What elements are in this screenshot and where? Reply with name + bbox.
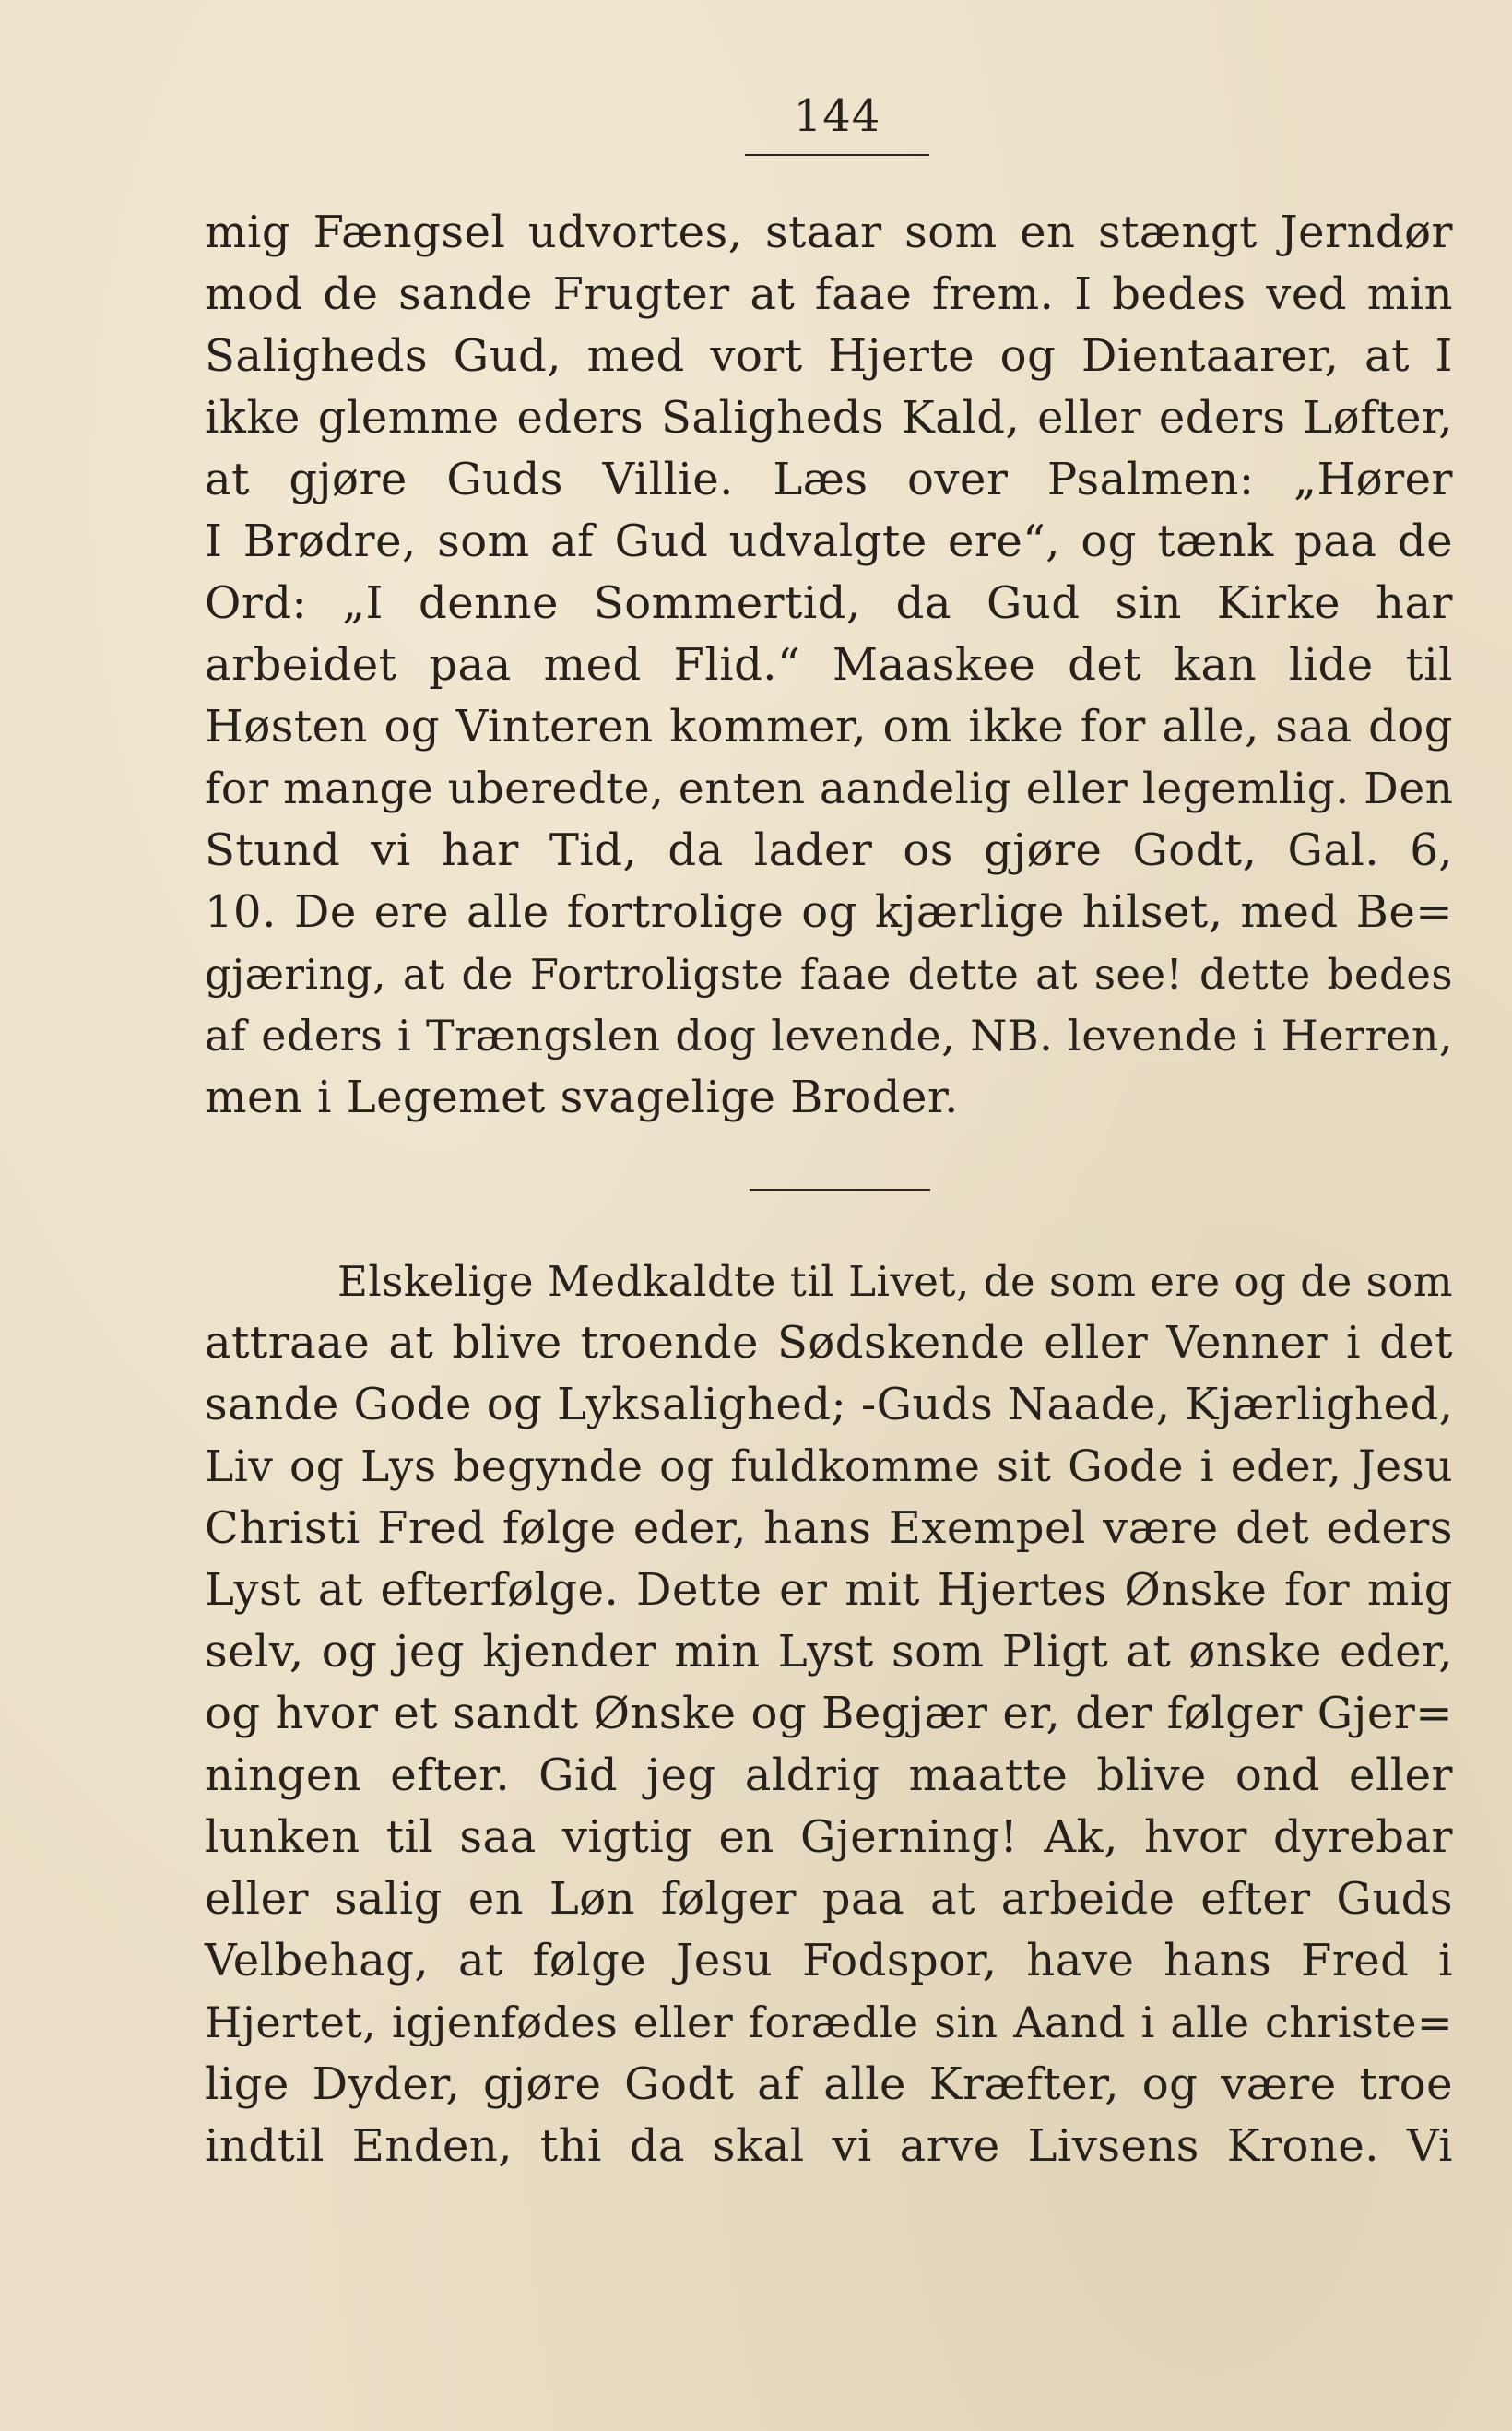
text-line: attraae at blive troende Sødskende eller Venner i det (205, 1317, 1453, 1369)
text-line: mod de sande Frugter at faae frem. I bedes ved min (205, 268, 1453, 320)
text-line: Stund vi har Tid, da lader os gjøre Godt, Gal. 6, (205, 824, 1453, 876)
text-line: men i Legemet svagelige Broder. (205, 1072, 959, 1123)
text-line: arbeidet paa med Flid.“ Maaskee det kan lide til (205, 639, 1453, 691)
section-divider (750, 1189, 930, 1191)
text-line: mig Fængsel udvortes, staar som en stængt Jerndør (205, 207, 1453, 258)
text-line: og hvor et sandt Ønske og Begjær er, der følger Gjer= (205, 1688, 1453, 1739)
text-line: lige Dyder, gjøre Godt af alle Kræfter, og være troe (205, 2058, 1453, 2110)
text-line: af eders i Trængslen dog levende, NB. levende i Herren, (205, 1011, 1453, 1061)
text-line: Saligheds Gud, med vort Hjerte og Dientaarer, at I (205, 330, 1453, 382)
text-line: I Brødre, som af Gud udvalgte ere“, og tænk paa de (205, 516, 1453, 567)
text-line: ningen efter. Gid jeg aldrig maatte blive ond eller (205, 1749, 1453, 1801)
text-line: Velbehag, at følge Jesu Fodspor, have hans Fred i (205, 1935, 1453, 1986)
text-line: 10. De ere alle fortrolige og kjærlige hilset, med Be= (205, 886, 1453, 938)
text-line: at gjøre Guds Villie. Læs over Psalmen: „Hører (205, 454, 1453, 505)
text-line: ikke glemme eders Saligheds Kald, eller eders Løfter, (205, 392, 1453, 444)
text-line: Ord: „I denne Sommertid, da Gud sin Kirke har (205, 577, 1453, 629)
text-line: for mange uberedte, enten aandelig eller legemlig. Den (205, 764, 1454, 814)
text-line: gjæring, at de Fortroligste faae dette at see! dette bedes (205, 950, 1453, 999)
text-line: Liv og Lys begynde og fuldkomme sit Gode i eder, Jesu (205, 1441, 1453, 1492)
text-line: Christi Fred følge eder, hans Exempel være det eders (205, 1502, 1453, 1554)
text-line: eller salig en Løn følger paa at arbeide efter Guds (205, 1873, 1453, 1925)
paragraph-new-letter (205, 1251, 1453, 2177)
text-line: Høsten og Vinteren kommer, om ikke for alle, saa dog (205, 701, 1453, 753)
text-line: sande Gode og Lyksalighed; -Guds Naade, Kjærlighed, (205, 1379, 1454, 1430)
header-rule (745, 154, 929, 156)
text-line: lunken til saa vigtig en Gjerning! Ak, hvor dyrebar (205, 1811, 1453, 1863)
text-line: Elskelige Medkaldte til Livet, de som ere og de som (337, 1257, 1453, 1306)
page-number: 144 (793, 90, 881, 142)
text-line: Hjertet, igjenfødes eller forædle sin Aand i alle christe= (205, 1998, 1453, 2047)
paragraph-letter-closing (205, 202, 1453, 1129)
text-line: selv, og jeg kjender min Lyst som Pligt at ønske eder, (205, 1626, 1453, 1678)
text-line: Lyst at efterfølge. Dette er mit Hjertes Ønske for mig (205, 1564, 1453, 1616)
text-line: indtil Enden, thi da skal vi arve Livsens Krone. Vi (205, 2120, 1453, 2172)
